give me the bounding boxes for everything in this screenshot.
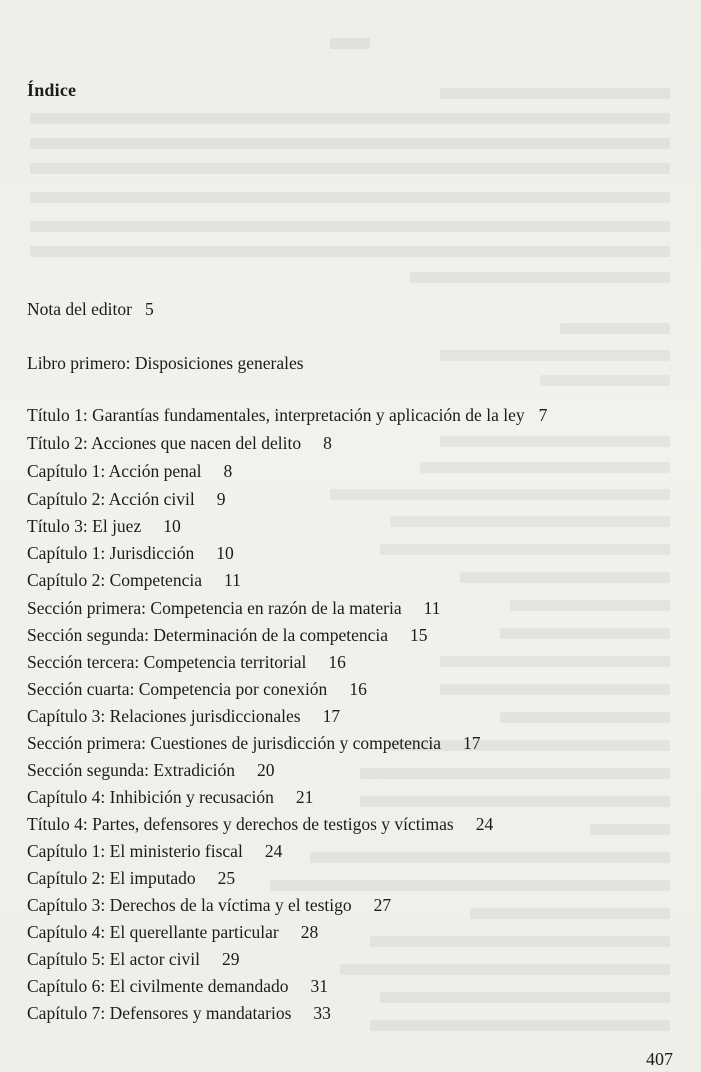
toc-entry-title: Capítulo 1: Jurisdicción [27, 543, 195, 563]
toc-entry-page: 33 [313, 1003, 331, 1023]
toc-entry-page: 28 [300, 922, 319, 942]
index-heading: Índice [27, 80, 77, 100]
toc-entry [27, 786, 313, 808]
toc-entry [27, 597, 440, 619]
toc-entry-title: Título 2: Acciones que nacen del delito [27, 433, 302, 453]
toc-entry-title: Capítulo 7: Defensores y mandatarios [27, 1003, 292, 1023]
toc-entry [27, 432, 332, 454]
toc-entry-page: 27 [373, 895, 392, 915]
toc-entry [27, 921, 318, 943]
toc-entry [27, 569, 241, 591]
toc-entry-title: Sección primera: Cuestiones de jurisdicción y competencia [27, 733, 442, 753]
toc-entry-page: 24 [475, 814, 494, 834]
toc-entry-page: 8 [223, 461, 233, 481]
toc-entry [27, 488, 225, 510]
toc-entry-title: Capítulo 3: Derechos de la víctima y el testigo [27, 895, 352, 915]
toc-entry-title: Título 3: El juez [27, 516, 142, 536]
toc-entry [27, 1002, 331, 1024]
toc-entry [27, 651, 346, 673]
toc-entry-editor-note [27, 298, 154, 320]
toc-entry [27, 813, 493, 835]
toc-entry-title: Capítulo 5: El actor civil [27, 949, 201, 969]
toc-entry-page: 31 [310, 976, 328, 996]
toc-entry-title: Sección cuarta: Competencia por conexión [27, 679, 328, 699]
toc-entry-title: Sección segunda: Extradición [27, 760, 235, 780]
toc-entry [27, 678, 367, 700]
toc-entry-page: 10 [163, 516, 181, 536]
toc-entry [27, 975, 328, 997]
toc-entry [27, 867, 235, 889]
toc-entry-title: Capítulo 1: El ministerio fiscal [27, 841, 243, 861]
toc-entry-page: 11 [223, 570, 241, 590]
toc-entry-page: 15 [410, 625, 428, 645]
toc-entry-title: Sección segunda: Determinación de la competencia [27, 625, 389, 645]
toc-entry-page: 10 [216, 543, 234, 563]
toc-book-title: Libro primero: Disposiciones generales [27, 353, 304, 373]
toc-entry-page: 25 [217, 868, 236, 888]
toc-entry-title: Capítulo 1: Acción penal [27, 461, 202, 481]
toc-entry-title: Capítulo 4: Inhibición y recusación [27, 787, 274, 807]
toc-entry [27, 948, 240, 970]
page-number: 407 [646, 1049, 673, 1069]
toc-entry-title: Capítulo 2: Acción civil [27, 489, 195, 509]
toc-entry-page: 5 [144, 299, 154, 319]
toc-entry-title: Sección tercera: Competencia territorial [27, 652, 307, 672]
toc-entry [27, 894, 391, 916]
toc-entry-title: Sección primera: Competencia en razón de la materia [27, 598, 402, 618]
toc-entry-title: Capítulo 2: Competencia [27, 570, 202, 590]
toc-entry-title: Título 4: Partes, defensores y derechos de testigos y víctimas [27, 814, 454, 834]
toc-entry-title: Capítulo 2: El imputado [27, 868, 196, 888]
toc-entry [27, 404, 547, 426]
toc-entry-title: Capítulo 6: El civilmente demandado [27, 976, 289, 996]
toc-entry-title: Capítulo 3: Relaciones jurisdiccionales [27, 706, 301, 726]
toc-entry [27, 732, 481, 754]
toc-entry [27, 759, 275, 781]
toc-entry-page: 20 [257, 760, 275, 780]
toc-entry-page: 16 [328, 652, 346, 672]
toc-entry-title: Nota del editor [27, 299, 132, 319]
toc-entry-page: 8 [323, 433, 332, 453]
toc-entry-page: 24 [264, 841, 283, 861]
toc-entry [27, 460, 232, 482]
toc-entry [27, 542, 234, 564]
toc-entry [27, 705, 340, 727]
toc-entry-page: 17 [463, 733, 481, 753]
toc-entry-page: 16 [349, 679, 367, 699]
toc-entry [27, 840, 282, 862]
toc-entry [27, 624, 428, 646]
toc-entry-page: 7 [538, 405, 548, 425]
toc-entry-page: 11 [423, 598, 441, 618]
toc-entry-page: 9 [216, 489, 226, 509]
toc-entry-title: Capítulo 4: El querellante particular [27, 922, 279, 942]
toc-entry-page: 29 [222, 949, 240, 969]
toc-entry-page: 17 [322, 706, 341, 726]
toc-entry-title: Título 1: Garantías fundamentales, interpretación y aplicación de la ley [27, 405, 525, 425]
toc-entry-page: 21 [295, 787, 314, 807]
toc-entry [27, 515, 181, 537]
